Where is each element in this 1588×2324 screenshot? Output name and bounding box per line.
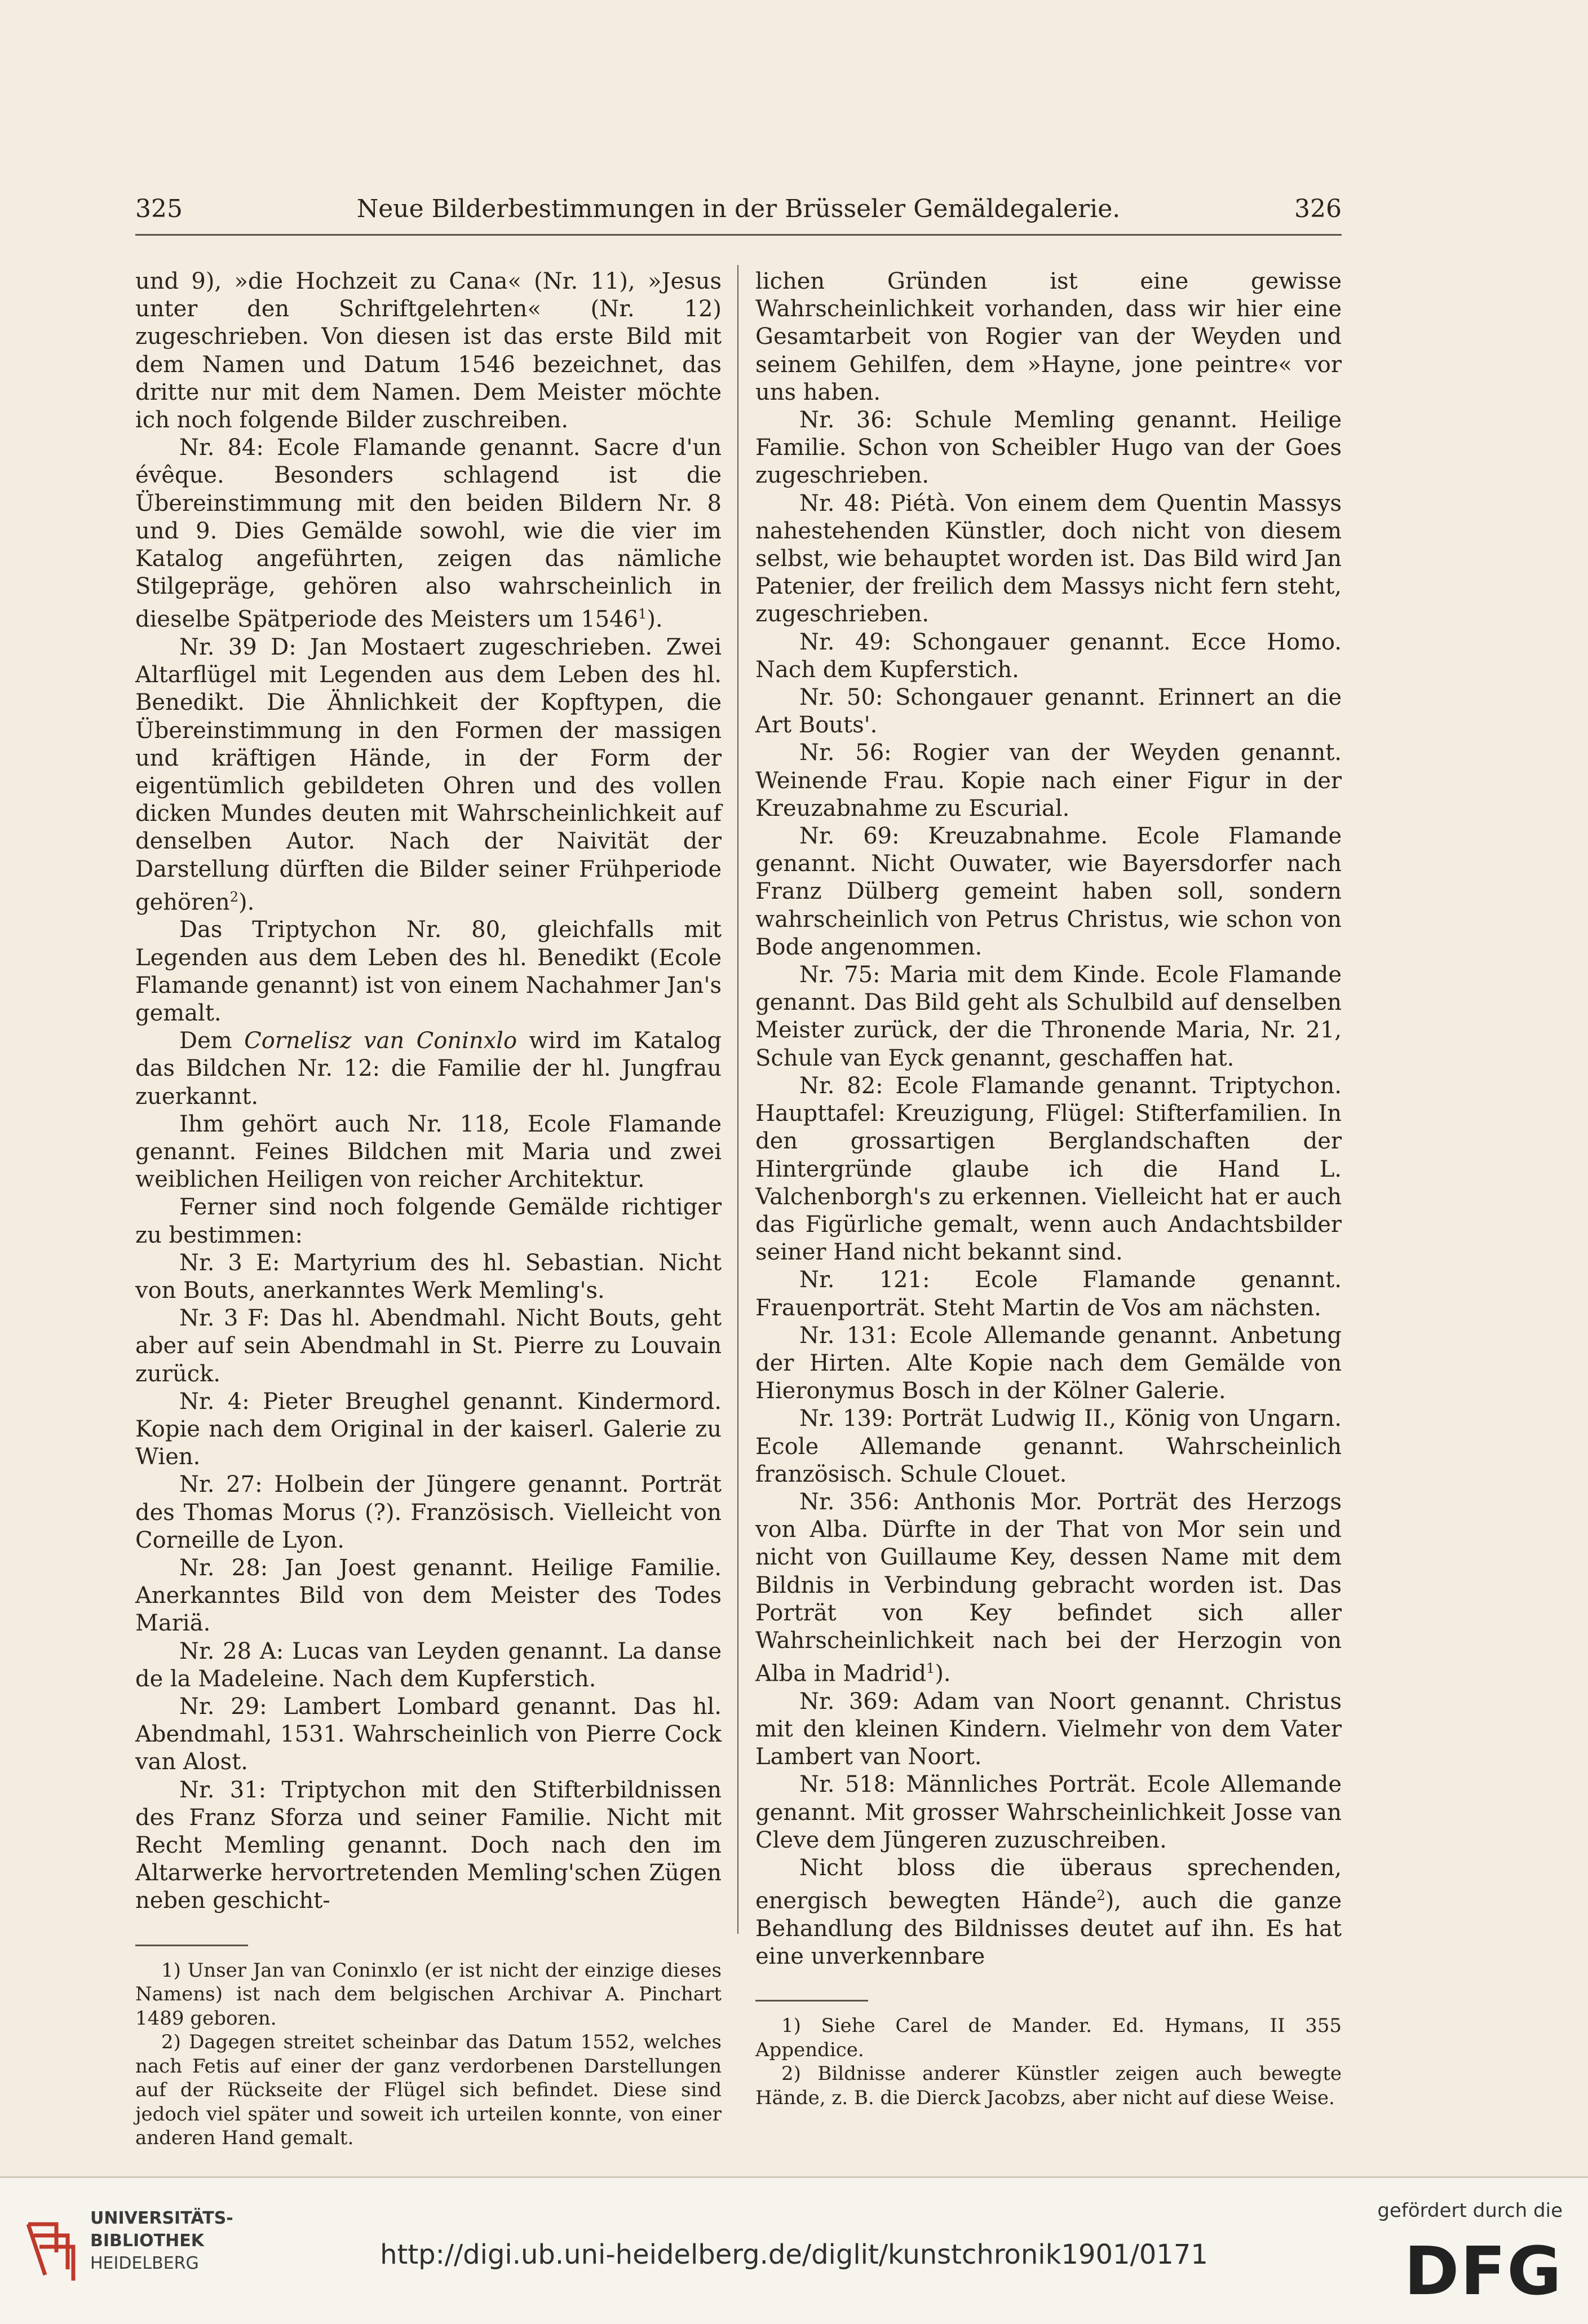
- paragraph: Nr. 3 F: Das hl. Abendmahl. Nicht Bouts, geht aber auf sein Abendmahl in St. Pierre zu Louvain zurück.: [135, 1305, 722, 1387]
- paragraph: Nr. 121: Ecole Flamande genannt. Frauenporträt. Steht Martin de Vos am nächsten.: [755, 1267, 1342, 1321]
- permalink-url[interactable]: http://digi.ub.uni-heidelberg.de/diglit/kunstchronik1901/0171: [380, 2239, 1208, 2270]
- paragraph: Das Triptychon Nr. 80, gleichfalls mit Legenden aus dem Leben des hl. Benedikt (Ecole Flamande genannt) ist von einem Nachahmer Jan's gemalt.: [135, 917, 722, 1026]
- page-number-right: 326: [1294, 195, 1342, 223]
- footnote-rule: [135, 1945, 248, 1946]
- running-header: [135, 195, 1342, 236]
- digitization-footer: [0, 2176, 1588, 2324]
- paragraph: Nr. 48: Piétà. Von einem dem Quentin Massys nahestehenden Künstler, doch nicht von diesem selbst, wie behauptet worden ist. Das Bild wird Jan Patenier, der freilich dem Massys nicht fern steht, zugeschrieben.: [755, 490, 1342, 628]
- paragraph: Nr. 31: Triptychon mit den Stifterbildnissen des Franz Sforza und seiner Familie. Nicht mit Recht Memling genannt. Doch nach den im Altarwerke hervortretenden Memling'schen Zügen neben geschicht-: [135, 1777, 722, 1914]
- footnote-rule: [755, 2000, 868, 2002]
- paragraph: Nr. 369: Adam van Noort genannt. Christus mit den kleinen Kindern. Vielmehr von dem Vater Lambert van Noort.: [755, 1688, 1342, 1770]
- paragraph: Nr. 50: Schongauer genannt. Erinnert an die Art Bouts'.: [755, 684, 1342, 739]
- paragraph: Nr. 69: Kreuzabnahme. Ecole Flamande genannt. Nicht Ouwater, wie Bayersdorfer nach Franz Dülberg gemeint haben soll, sondern wahrscheinlich von Petrus Christus, wie schon von Bode angenommen.: [755, 823, 1342, 960]
- paragraph: Nr. 39 D: Jan Mostaert zugeschrieben. Zwei Altarflügel mit Legenden aus dem Leben des hl. Benedikt. Die Ähnlichkeit der Kopftypen, die Übereinstimmung in den Formen der massigen und kräftigen Hände, in der Form der eigentümlich gebildeten Ohren und des vollen dicken Mundes deuten mit Wahrscheinlichkeit auf denselben Autor. Nach der Naivität der Darstellung dürften die Bilder seiner Frühperiode gehören$^2$).: [135, 634, 722, 916]
- running-head-title: Neue Bilderbestimmungen in der Brüsseler Gemäldegalerie.: [356, 195, 1121, 223]
- footnotes-right: [755, 2014, 1342, 2110]
- paragraph: Nr. 131: Ecole Allemande genannt. Anbetung der Hirten. Alte Kopie nach dem Gemälde von Hieronymus Bosch in der Kölner Galerie.: [755, 1322, 1342, 1404]
- footnote: 2) Bildnisse anderer Künstler zeigen auch bewegte Hände, z. B. die Dierck Jacobzs, aber nicht auf diese Weise.: [755, 2062, 1342, 2109]
- page-number-left: 325: [135, 195, 183, 223]
- paragraph: Nr. 3 E: Martyrium des hl. Sebastian. Nicht von Bouts, anerkanntes Werk Memling's.: [135, 1249, 722, 1304]
- footnote: 2) Dagegen streitet scheinbar das Datum 1552, welches nach Fetis auf einer der ganz verdorbenen Darstellungen auf der Rückseite der Flügel sich befindet. Diese sind jedoch viel später und soweit ich urteilen konnte, von einer anderen Hand gemalt.: [135, 2031, 722, 2150]
- paragraph: Dem Cornelisz van Coninxlo wird im Katalog das Bildchen Nr. 12: die Familie der hl. Jungfrau zuerkannt.: [135, 1028, 722, 1110]
- paragraph: Nr. 356: Anthonis Mor. Porträt des Herzogs von Alba. Dürfte in der That von Mor sein und nicht von Guillaume Key, dessen Name mit dem Bildnis in Verbindung gebracht worden ist. Das Porträt von Key befindet sich aller Wahrscheinlichkeit nach bei der Herzogin von Alba in Madrid$^1$).: [755, 1488, 1342, 1687]
- paragraph: Nr. 139: Porträt Ludwig II., König von Ungarn. Ecole Allemande genannt. Wahrscheinlich französisch. Schule Clouet.: [755, 1406, 1342, 1487]
- column-divider: [737, 265, 738, 1934]
- funding-label: gefördert durch die: [1377, 2199, 1563, 2222]
- paragraph: lichen Gründen ist eine gewisse Wahrscheinlichkeit vorhanden, dass wir hier eine Gesamtarbeit von Rogier van der Weyden und seinem Gehilfen, dem »Hayne, jone peintre« vor uns haben.: [755, 268, 1342, 405]
- paragraph: Ihm gehört auch Nr. 118, Ecole Flamande genannt. Feines Bildchen mit Maria und zwei weiblichen Heiligen von reicher Architektur.: [135, 1111, 722, 1193]
- paragraph: Nr. 49: Schongauer genannt. Ecce Homo. Nach dem Kupferstich.: [755, 629, 1342, 683]
- paragraph: Nr. 28 A: Lucas van Leyden genannt. La danse de la Madeleine. Nach dem Kupferstich.: [135, 1638, 722, 1692]
- paragraph: Nr. 84: Ecole Flamande genannt. Sacre d'un évêque. Besonders schlagend ist die Übereinstimmung mit den beiden Bildern Nr. 8 und 9. Dies Gemälde sowohl, wie die vier im Katalog angeführten, zeigen das nämliche Stilgepräge, gehören also wahrscheinlich in dieselbe Spätperiode des Meisters um 1546$^1$).: [135, 435, 722, 633]
- right-column: [755, 268, 1342, 2110]
- library-name: UNIVERSITÄTS- BIBLIOTHEK HEIDELBERG: [90, 2208, 233, 2273]
- paragraph: Nr. 27: Holbein der Jüngere genannt. Porträt des Thomas Morus (?). Französisch. Vielleicht von Corneille de Lyon.: [135, 1472, 722, 1553]
- paragraph: Nr. 28: Jan Joest genannt. Heilige Familie. Anerkanntes Bild von dem Meister des Todes Mariä.: [135, 1555, 722, 1637]
- dfg-logo: DFG: [1404, 2232, 1563, 2310]
- paragraph: Nr. 56: Rogier van der Weyden genannt. Weinende Frau. Kopie nach einer Figur in der Kreuzabnahme zu Escurial.: [755, 740, 1342, 821]
- paragraph: und 9), »die Hochzeit zu Cana« (Nr. 11), »Jesus unter den Schriftgelehrten« (Nr. 12) zugeschrieben. Von diesen ist das erste Bild mit dem Namen und Datum 1546 bezeichnet, das dritte nur mit dem Namen. Dem Meister möchte ich noch folgende Bilder zuschreiben.: [135, 268, 722, 434]
- footnote: 1) Unser Jan van Coninxlo (er ist nicht der einzige dieses Namens) ist nach dem belgischen Archivar A. Pinchart 1489 geboren.: [135, 1959, 722, 2030]
- paragraph: Nr. 75: Maria mit dem Kinde. Ecole Flamande genannt. Das Bild geht als Schulbild auf denselben Meister zurück, der die Thronende Maria, Nr. 21, Schule van Eyck genannt, geschaffen hat.: [755, 962, 1342, 1071]
- left-column: [135, 268, 722, 2150]
- paragraph: Nicht bloss die überaus sprechenden, energisch bewegten Hände$^2$), auch die ganze Behandlung des Bildnisses deutet auf ihn. Es hat eine unverkennbare: [755, 1854, 1342, 1969]
- footnotes-left: [135, 1959, 722, 2150]
- paragraph: Ferner sind noch folgende Gemälde richtiger zu bestimmen:: [135, 1194, 722, 1248]
- paragraph: Nr. 36: Schule Memling genannt. Heilige Familie. Schon von Scheibler Hugo van der Goes zugeschrieben.: [755, 407, 1342, 489]
- footnote: 1) Siehe Carel de Mander. Ed. Hymans, II 355 Appendice.: [755, 2014, 1342, 2061]
- paragraph: Nr. 82: Ecole Flamande genannt. Triptychon. Haupttafel: Kreuzigung, Flügel: Stifterfamilien. In den grossartigen Berglandschaften der Hintergründe glaube ich die Hand L. Valchenborgh's zu erkennen. Vielleicht hat er auch das Figürliche gemalt, wenn auch Andachtsbilder seiner Hand nicht bekannt sind.: [755, 1072, 1342, 1266]
- paragraph: Nr. 518: Männliches Porträt. Ecole Allemande genannt. Mit grosser Wahrscheinlichkeit Josse van Cleve dem Jüngeren zuzuschreiben.: [755, 1771, 1342, 1853]
- paragraph: Nr. 29: Lambert Lombard genannt. Das hl. Abendmahl, 1531. Wahrscheinlich von Pierre Cock van Alost.: [135, 1694, 722, 1775]
- paragraph: Nr. 4: Pieter Breughel genannt. Kindermord. Kopie nach dem Original in der kaiserl. Galerie zu Wien.: [135, 1388, 722, 1470]
